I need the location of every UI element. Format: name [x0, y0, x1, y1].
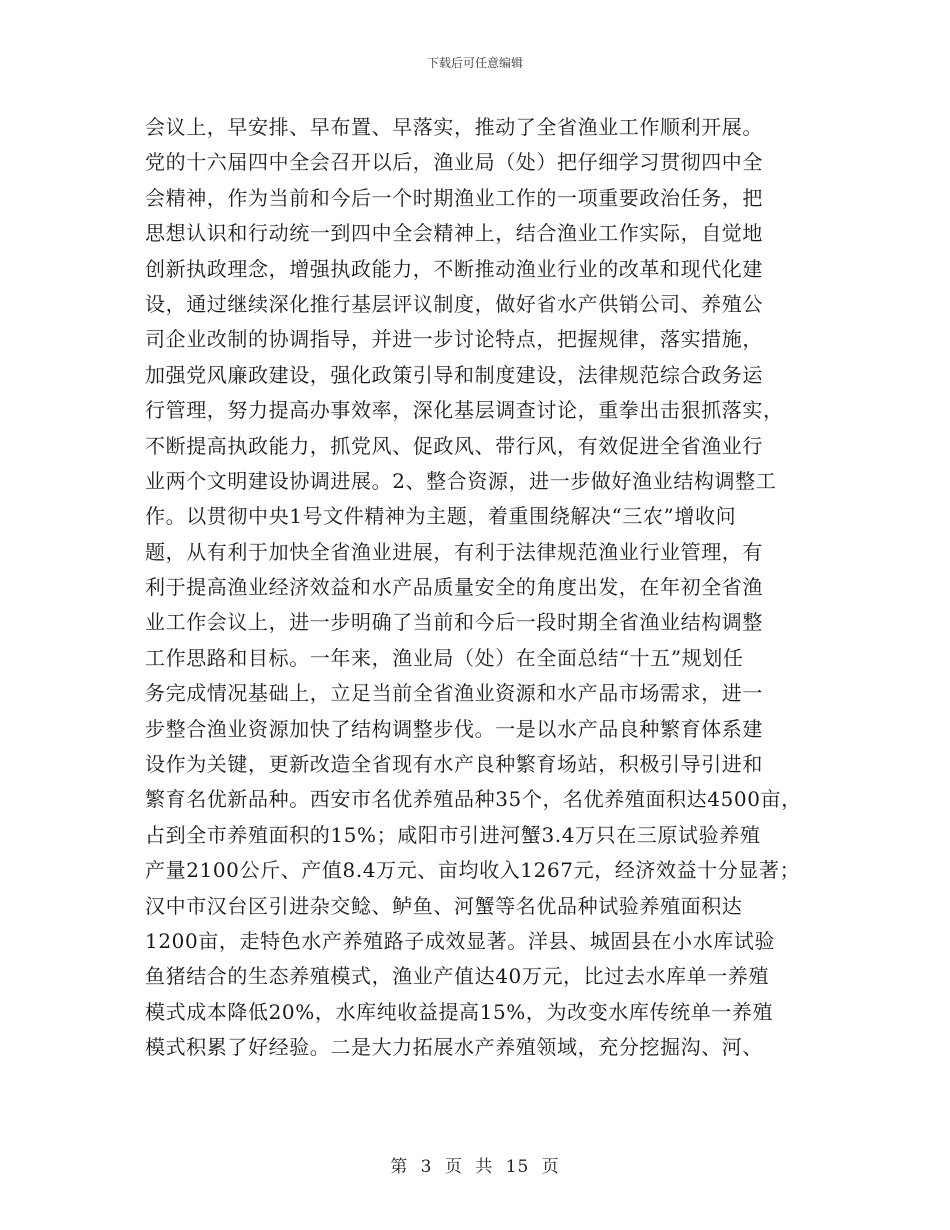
text-line: 司企业改制的协调指导，并进一步讨论特点，把握规律，落实措施， [145, 327, 763, 352]
text-line: 党的十六届四中全会召开以后，渔业局（处）把仔细学习贯彻四中全 [145, 150, 763, 175]
text-line: 务完成情况基础上，立足当前全省渔业资源和水产品市场需求，进一 [145, 681, 763, 706]
text-line: 会议上，早安排、早布置、早落实，推动了全省渔业工作顺利开展。 [145, 115, 763, 139]
text-line: 加强党风廉政建设，强化政策引导和制度建设，法律规范综合政务运 [145, 362, 763, 387]
text-line: 利于提高渔业经济效益和水产品质量安全的角度出发，在年初全省渔 [145, 575, 763, 600]
text-line: 鱼猪结合的生态养殖模式，渔业产值达40万元，比过去水库单一养殖 [145, 964, 770, 989]
text-line: 题，从有利于加快全省渔业进展，有利于法律规范渔业行业管理，有 [145, 539, 763, 564]
text-line: 模式成本降低20%，水库纯收益提高15%，为改变水库传统单一养殖 [145, 999, 774, 1024]
document-body [145, 110, 865, 1066]
page-number-footer: 第 3 页 共 15 页 [390, 1157, 560, 1177]
text-line: 产量2100公斤、产值8.4万元、亩均收入1267元，经济效益十分显著； [145, 858, 801, 883]
text-line: 模式积累了好经验。二是大力拓展水产养殖领域，充分挖掘沟、河、 [145, 1035, 763, 1060]
text-line: 1200亩，走特色水产养殖路子成效显著。洋县、城固县在小水库试验 [145, 928, 776, 953]
text-line: 繁育名优新品种。西安市名优养殖品种35个，名优养殖面积达4500亩， [145, 787, 802, 812]
text-line: 汉中市汉台区引进杂交鲶、鲈鱼、河蟹等名优品种试验养殖面积达 [145, 893, 743, 918]
text-line: 不断提高执政能力，抓党风、促政风、带行风，有效促进全省渔业行 [145, 433, 763, 458]
text-line: 会精神，作为当前和今后一个时期渔业工作的一项重要政治任务，把 [145, 185, 763, 210]
text-line: 业工作会议上，进一步明确了当前和今后一段时期全省渔业结构调整 [145, 610, 763, 635]
text-line: 思想认识和行动统一到四中全会精神上，结合渔业工作实际，自觉地 [145, 221, 763, 246]
text-line: 步整合渔业资源加快了结构调整步伐。一是以水产品良种繁育体系建 [145, 716, 763, 741]
text-line: 行管理，努力提高办事效率，深化基层调查讨论，重拳出击狠抓落实， [145, 398, 784, 423]
text-line: 设，通过继续深化推行基层评议制度，做好省水产供销公司、养殖公 [145, 291, 763, 316]
text-line: 占到全市养殖面积的15%；咸阳市引进河蟹3.4万只在三原试验养殖 [145, 822, 761, 847]
page-header-note: 下载后可任意编辑 [426, 56, 523, 70]
text-line: 创新执政理念，增强执政能力，不断推动渔业行业的改革和现代化建 [145, 256, 763, 281]
text-line: 业两个文明建设协调进展。2、整合资源，进一步做好渔业结构调整工 [145, 468, 777, 493]
text-line: 设作为关键，更新改造全省现有水产良种繁育场站，积极引导引进和 [145, 752, 763, 777]
text-line: 工作思路和目标。一年来，渔业局（处）在全面总结“十五”规划任 [145, 645, 744, 670]
text-line: 作。以贯彻中央1号文件精神为主题，着重围绕解决“三农”增收问 [145, 504, 737, 529]
